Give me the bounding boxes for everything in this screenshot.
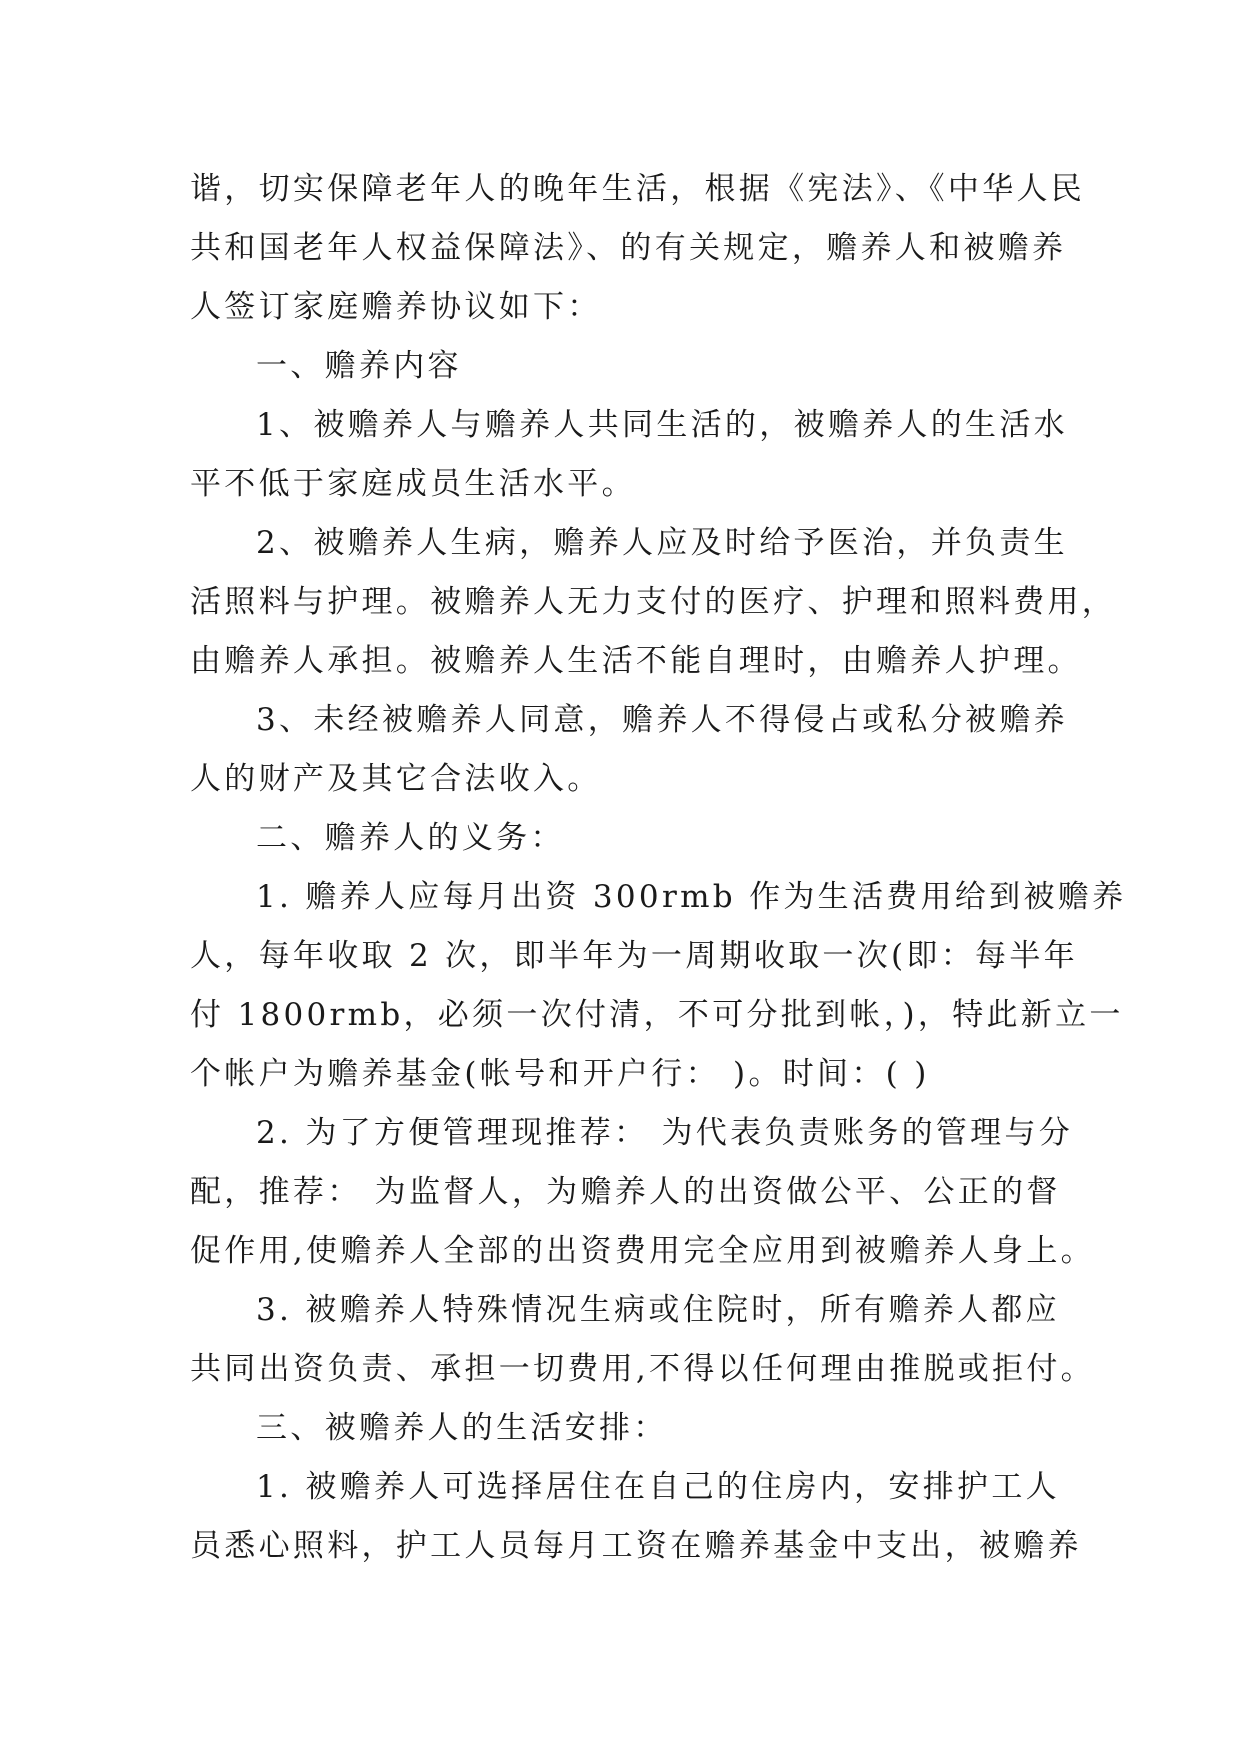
text-line: 平不低于家庭成员生活水平。 — [190, 466, 636, 502]
text-line: 由赡养人承担。被赡养人生活不能自理时，由赡养人护理。 — [190, 643, 1082, 679]
text-line: 谐，切实保障老年人的晚年生活，根据《宪法》、《中华人民 — [190, 171, 1086, 207]
text-line: 促作用,使赡养人全部的出资费用完全应用到被赡养人身上。 — [190, 1233, 1095, 1269]
text-line: 人签订家庭赡养协议如下： — [190, 289, 602, 325]
text-line: 员悉心照料，护工人员每月工资在赡养基金中支出，被赡养 — [190, 1528, 1082, 1564]
text-line: 3、未经被赡养人同意，赡养人不得侵占或私分被赡养 — [256, 702, 1068, 738]
text-line: 1. 被赡养人可选择居住在自己的住房内，安排护工人 — [256, 1469, 1060, 1505]
text-line: 3. 被赡养人特殊情况生病或住院时，所有赡养人都应 — [256, 1292, 1060, 1328]
text-line: 配，推荐： 为监督人，为赡养人的出资做公平、公正的督 — [190, 1174, 1061, 1210]
section-heading: 二、赡养人的义务： — [256, 820, 565, 856]
text-line: 2. 为了方便管理现推荐： 为代表负责账务的管理与分 — [256, 1115, 1074, 1151]
text-line: 付 1800rmb，必须一次付清，不可分批到帐，)，特此新立一 — [190, 997, 1124, 1033]
section-heading: 三、被赡养人的生活安排： — [256, 1410, 668, 1446]
text-line: 个帐户为赡养基金(帐号和开户行： )。时间：( ) — [190, 1056, 930, 1092]
text-line: 人，每年收取 2 次，即半年为一周期收取一次(即：每半年 — [190, 938, 1078, 974]
text-line: 1、被赡养人与赡养人共同生活的，被赡养人的生活水 — [256, 407, 1068, 443]
text-line: 人的财产及其它合法收入。 — [190, 761, 602, 797]
section-heading: 一、赡养内容 — [256, 348, 462, 384]
document-body — [190, 160, 1127, 1576]
text-line: 活照料与护理。被赡养人无力支付的医疗、护理和照料费用， — [190, 584, 1117, 620]
text-line: 共同出资负责、承担一切费用,不得以任何理由推脱或拒付。 — [190, 1351, 1095, 1387]
text-line: 共和国老年人权益保障法》、的有关规定，赡养人和被赡养 — [190, 230, 1067, 266]
text-line: 1. 赡养人应每月出资 300rmb 作为生活费用给到被赡养 — [256, 879, 1127, 915]
text-line: 2、被赡养人生病，赡养人应及时给予医治，并负责生 — [256, 525, 1068, 561]
